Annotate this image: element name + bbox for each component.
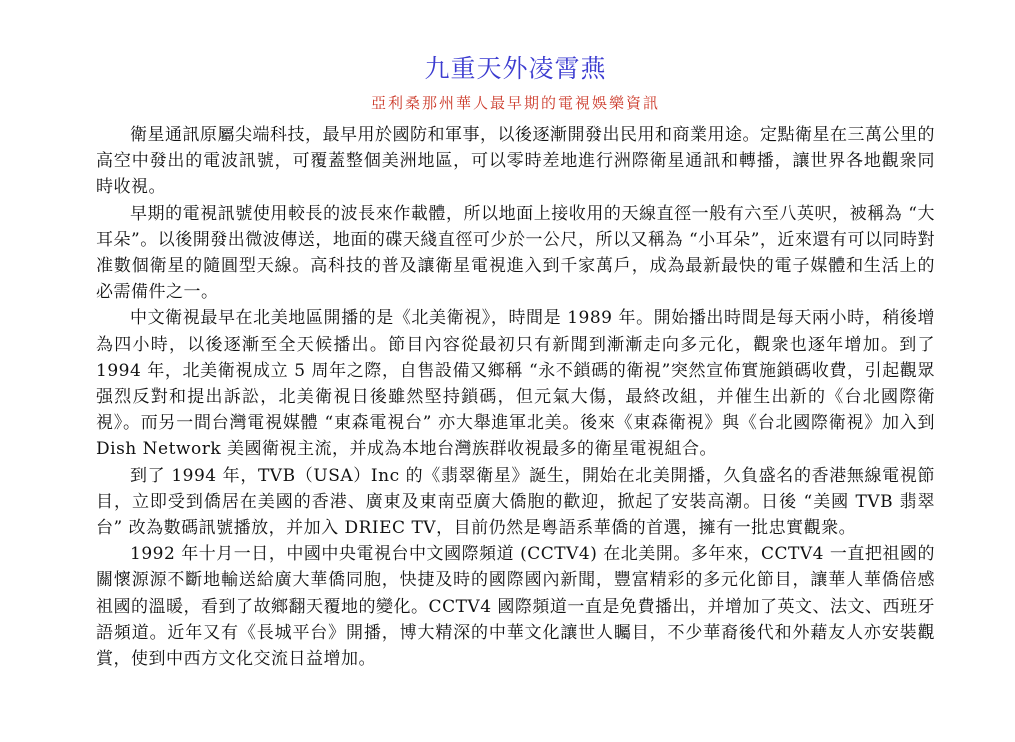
document-subtitle: 亞利桑那州華人最早期的電視娛樂資訊 xyxy=(370,94,660,112)
paragraph-cctv4: 1992 年十月一日，中國中央電視台中文國際頻道 (CCTV4) 在北美開。多年來，CCTV4 一直把祖國的關懷源源不斷地輸送給廣大華僑同胞，快捷及時的國際國內新聞，豐富精彩的多元化節目，讓華人華僑倍感祖國的溫暖，看到了故鄉翻天覆地的變化。CCTV4 國際頻道一直是免費播出，并增加了英文、法文、西班牙語頻道。近年又有《長城平台》開播，博大精深的中華文化讓世人矚目，不少華裔後代和外藉友人亦安裝觀賞，使到中西方文化交流日益增加。 xyxy=(96,544,935,670)
paragraph-satellite-intro: 衛星通訊原屬尖端科技，最早用於國防和軍事，以後逐漸開發出民用和商業用途。定點衛星在三萬公里的高空中發出的電波訊號，可覆蓋整個美洲地區，可以零時差地進行洲際衛星通訊和轉播，讓世界各地觀衆同時收視。 xyxy=(96,125,935,198)
paragraph-antenna-history: 早期的電視訊號使用較長的波長來作載體，所以地面上接收用的天線直徑一般有六至八英呎，被稱為 “大耳朵”。以後開發出微波傳送，地面的碟天綫直徑可少於一公尺，所以又稱為 “小耳朵”，近來還有可以同時對准數個衛星的隨圓型天線。高科技的普及讓衛星電視進入到千家萬戶，成為最新最快的電子媒體和生活上的必需備件之一。 xyxy=(96,203,935,303)
paragraph-north-america-tv: 中文衛視最早在北美地區開播的是《北美衛視》，時間是 1989 年。開始播出時間是每天兩小時，稍後增為四小時，以後逐漸至全天候播出。節目內容從最初只有新聞到漸漸走向多元化，觀衆也逐年增加。到了 1994 年，北美衛視成立 5 周年之際，自售設備又鄉稱 “永不鎖碼的衛視”突然宣佈實施鎖碼收費，引起觀眾强烈反對和提出訴訟，北美衛視日後雖然堅持鎖碼，但元氣大傷，最終改組，并催生出新的《台北國際衛視》。而另一間台灣電視媒體 “東森電視台” 亦大舉進軍北美。後來《東森衛視》與《台北國際衛視》加入到 Dish Network 美國衛視主流，并成為本地台灣族群收視最多的衛星電視組合。 xyxy=(96,308,935,460)
document-title: 九重天外凌霄燕 xyxy=(424,54,607,83)
paragraph-tvb-jade: 到了 1994 年，TVB（USA）Inc 的《翡翠衛星》誕生，開始在北美開播，久負盛名的香港無線電視節目，立即受到僑居在美國的香港、廣東及東南亞廣大僑胞的歡迎，掀起了安裝高潮。日後 “美國 TVB 翡翠台” 改為數碼訊號播放，并加入 DRIEC TV，目前仍然是粵語系華僑的首選，擁有一批忠實觀衆。 xyxy=(96,465,935,539)
